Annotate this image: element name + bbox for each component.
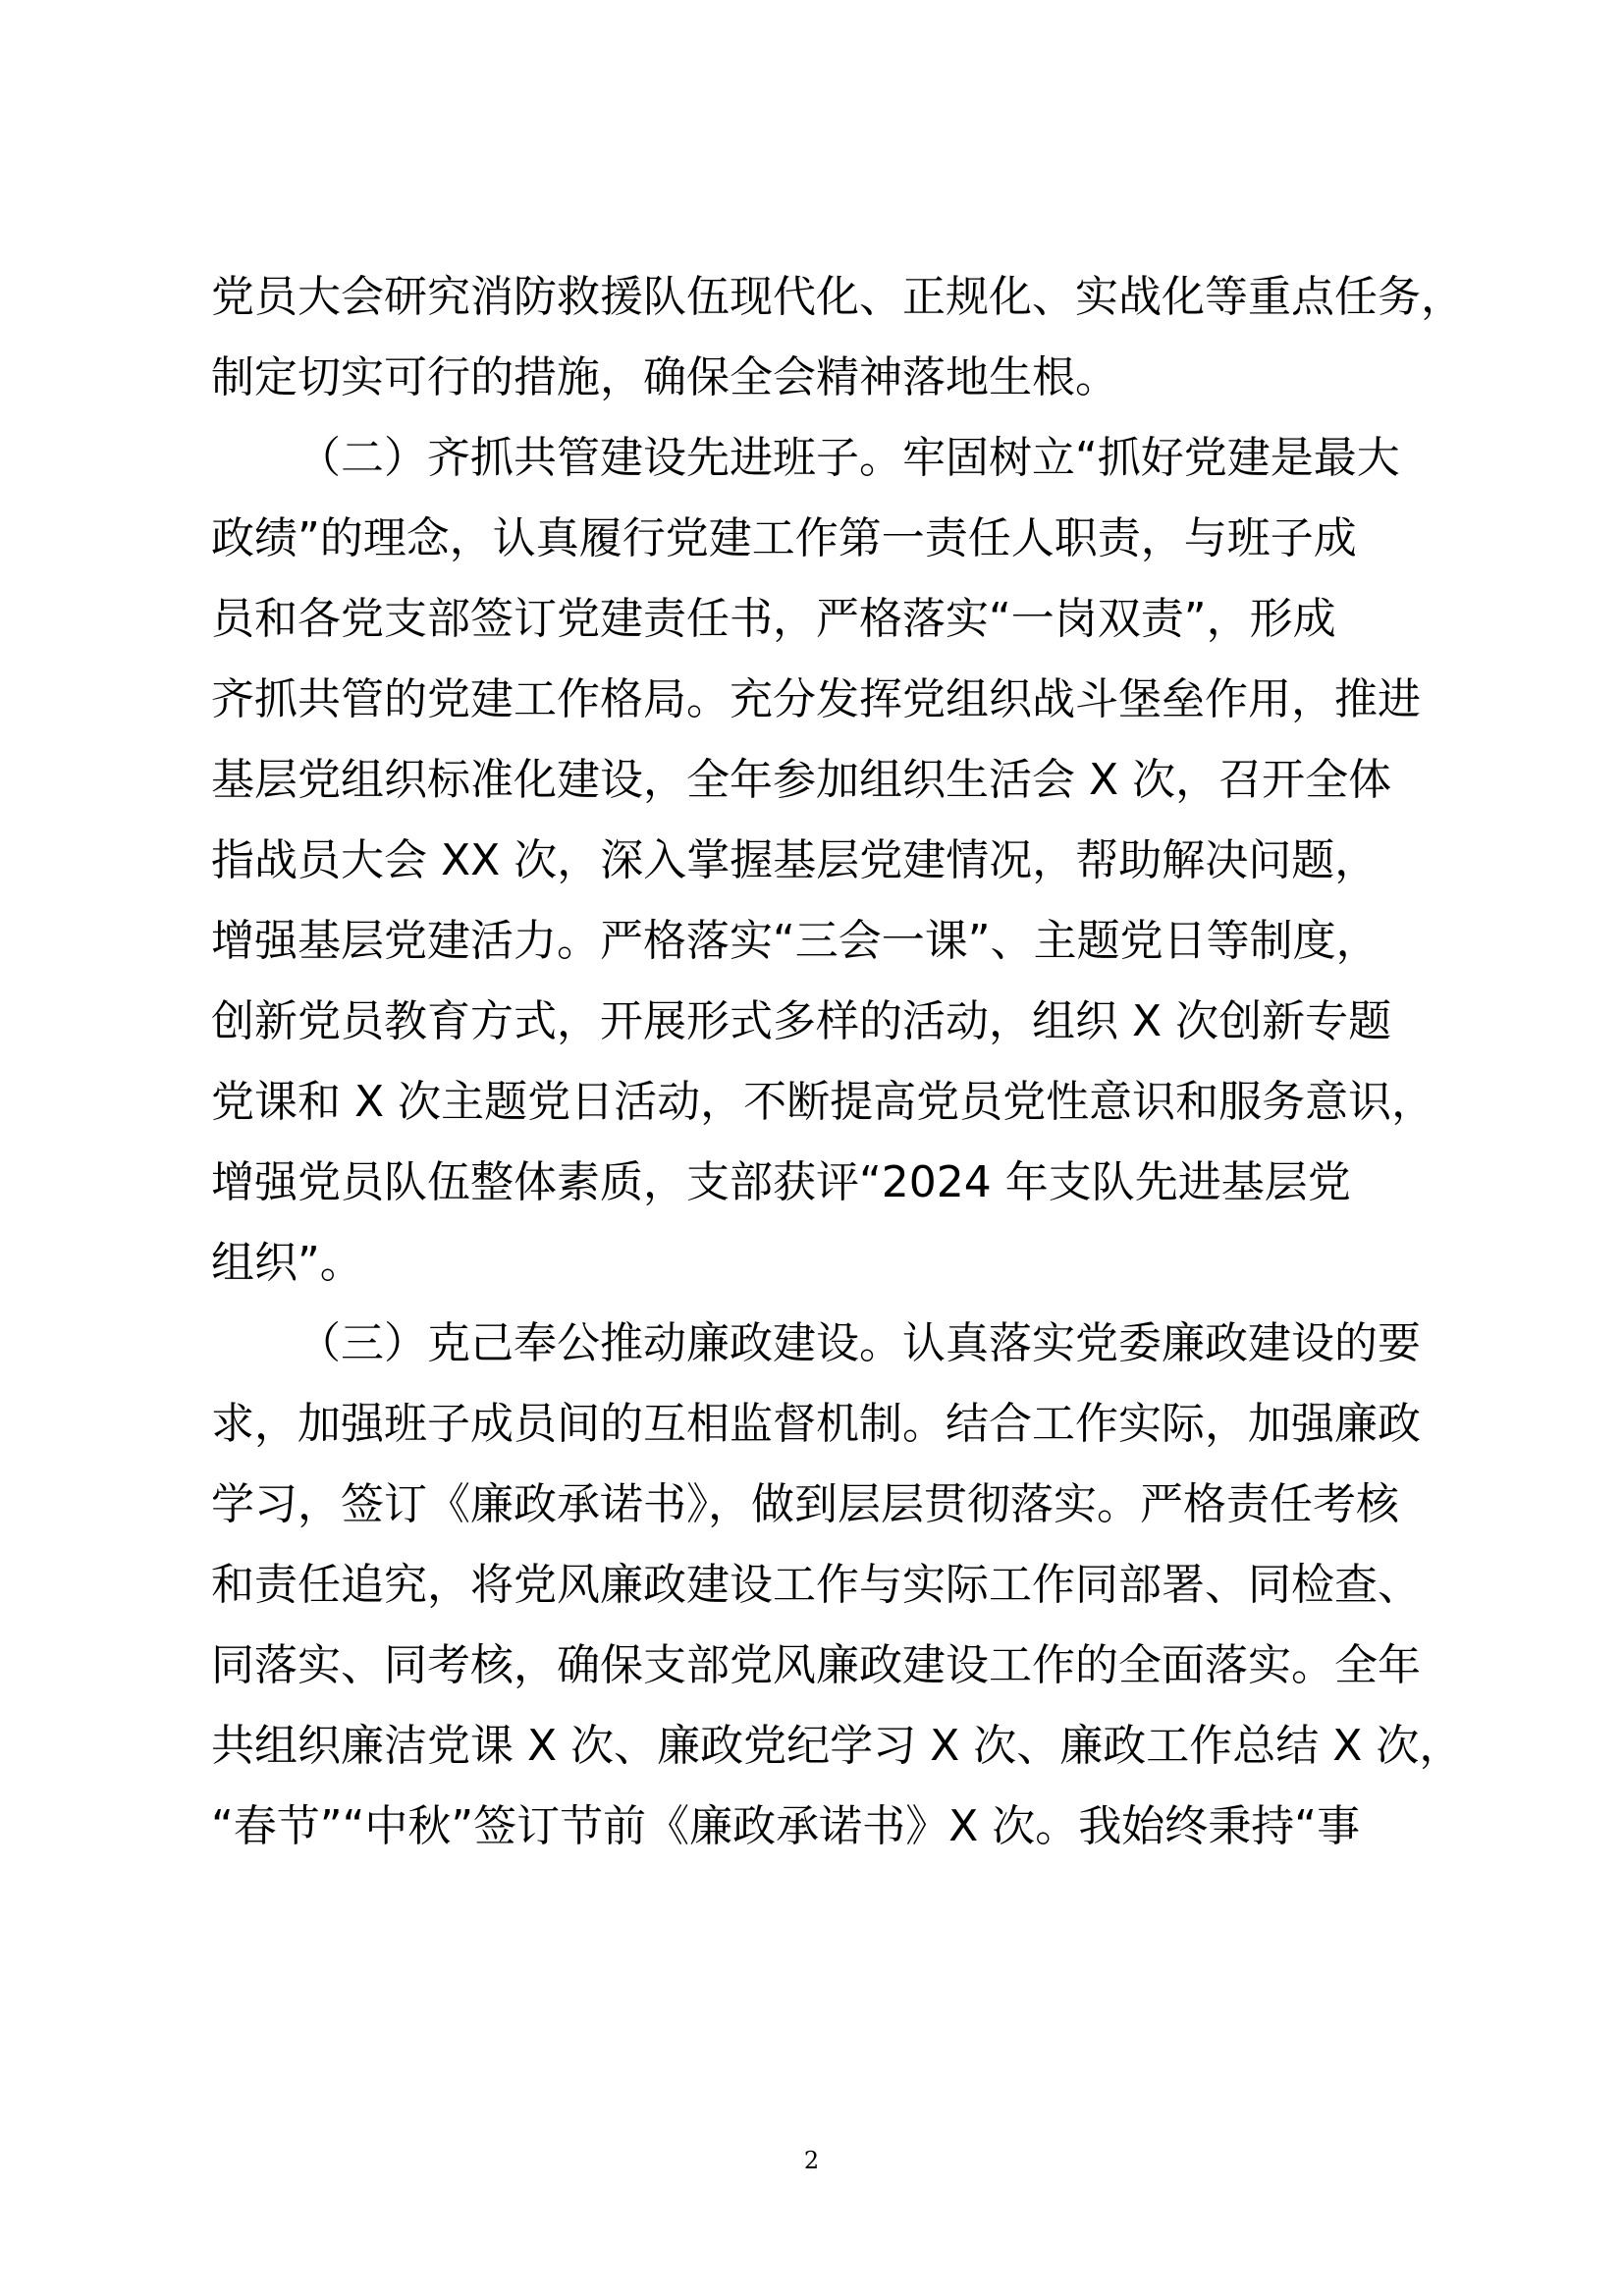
text-line: 学习，签订《廉政承诺书》，做到层层贯彻落实。严格责任考核 — [211, 1479, 1399, 1529]
body-text — [211, 257, 1464, 1867]
text-line: 制定切实可行的措施，确保全会精神落地生根。 — [211, 352, 1118, 402]
text-line: 政绩”的理念，认真履行党建工作第一责任人职责，与班子成 — [211, 513, 1357, 563]
text-line: 基层党组织标准化建设，全年参加组织生活会 X 次，召开全体 — [211, 755, 1392, 805]
text-line: 党员大会研究消防救援队伍现代化、正规化、实战化等重点任务， — [211, 272, 1464, 322]
text-line: 创新党员教育方式，开展形式多样的活动，组织 X 次创新专题 — [211, 996, 1392, 1046]
text-line: 组织”。 — [211, 1238, 363, 1288]
text-line: 和责任追究，将党风廉政建设工作与实际工作同部署、同检查、 — [211, 1560, 1421, 1610]
text-line: 共组织廉洁党课 X 次、廉政党纪学习 X 次、廉政工作总结 X 次， — [211, 1721, 1463, 1771]
text-line: 同落实、同考核，确保支部党风廉政建设工作的全面落实。全年 — [211, 1640, 1421, 1690]
text-line: 齐抓共管的党建工作格局。充分发挥党组织战斗堡垒作用，推进 — [211, 674, 1421, 724]
text-line: 指战员大会 XX 次，深入掌握基层党建情况，帮助解决问题， — [211, 835, 1379, 885]
text-line: 求，加强班子成员间的互相监督机制。结合工作实际，加强廉政 — [211, 1399, 1421, 1449]
text-line: 增强基层党建活力。严格落实“三会一课”、主题党日等制度， — [211, 916, 1380, 966]
text-line: “春节”“中秋”签订节前《廉政承诺书》X 次。我始终秉持“事 — [211, 1801, 1361, 1851]
text-line: 员和各党支部签订党建责任书，严格落实“一岗双责”，形成 — [211, 594, 1336, 644]
section-heading-line: （三）克己奉公推动廉政建设。认真落实党委廉政建设的要 — [298, 1318, 1421, 1368]
section-heading-line: （二）齐抓共管建设先进班子。牢固树立“抓好党建是最大 — [298, 433, 1400, 483]
text-line: 党课和 X 次主题党日活动，不断提高党员党性意识和服务意识， — [211, 1077, 1435, 1127]
page-number: 2 — [803, 2147, 820, 2174]
text-line: 增强党员队伍整体素质，支部获评“2024 年支队先进基层党 — [211, 1157, 1351, 1207]
